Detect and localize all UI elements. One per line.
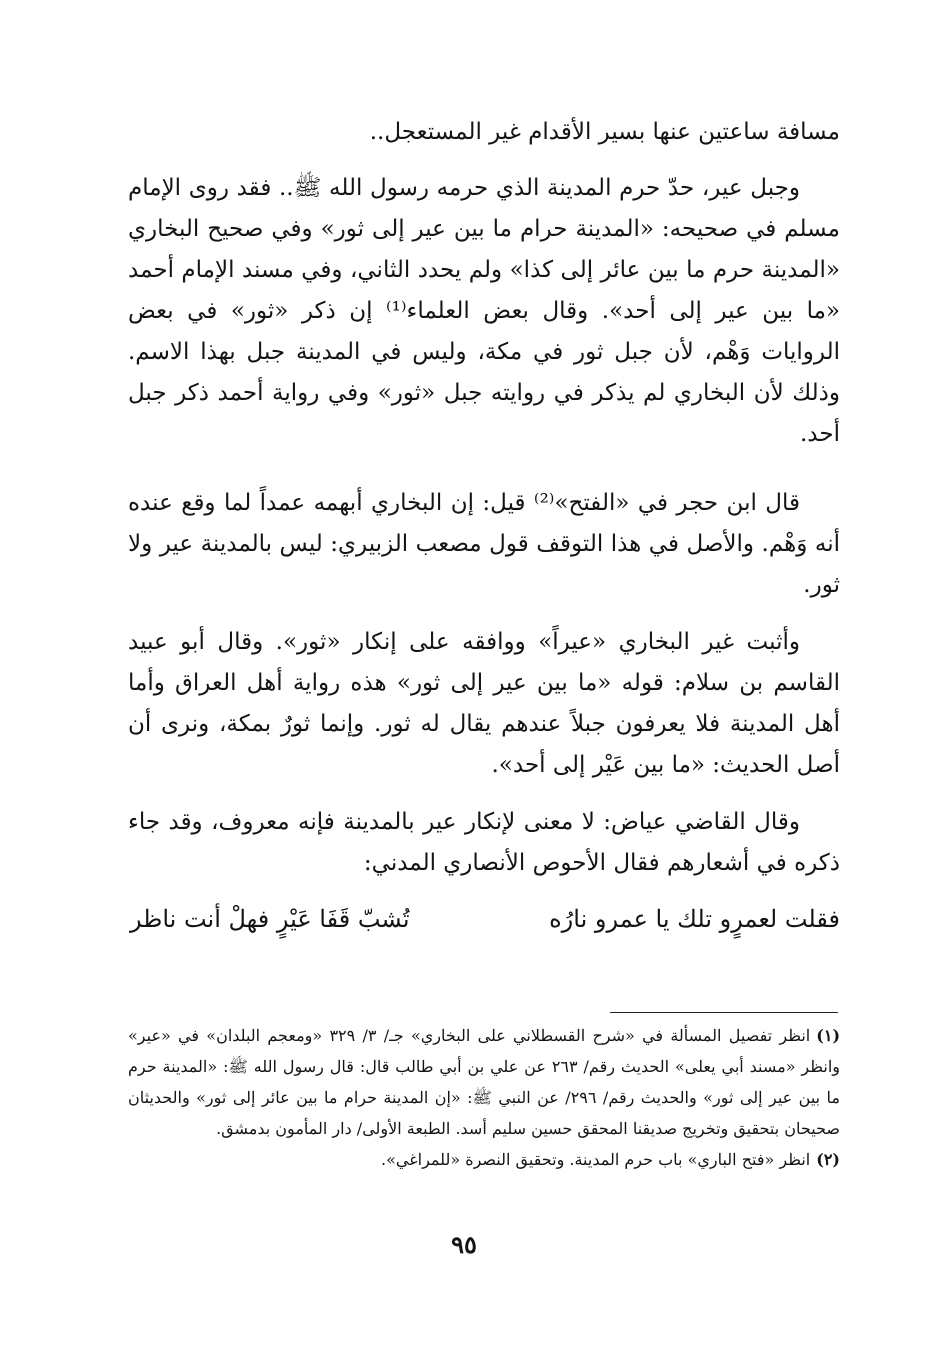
paragraph-continuation: مسافة ساعتين عنها بسير الأقدام غير المستعجل.. <box>369 119 840 145</box>
footnote-number: (٢) <box>816 1150 840 1169</box>
footnotes <box>128 1020 840 1175</box>
footnote-text: انظر «فتح الباري» باب حرم المدينة. وتحقيق النصرة «للمراغي». <box>381 1150 811 1169</box>
footnote-divider <box>610 1012 838 1013</box>
footnote-2 <box>128 1144 840 1175</box>
page-number: ٩٥ <box>451 1230 477 1259</box>
paragraph-mount-ayr: وجبل عير، حدّ حرم المدينة الذي حرمه رسول الله ﷺ.. فقد روى الإمام مسلم في صحيحه: «المدينة حرام ما بين عير إلى ثور» وفي صحيح البخاري «المدينة حرم ما بين عائر إلى كذا» ولم يحدد الثاني، وفي مسند الإمام أحمد «ما بين عير إلى أحد». وقال بعض العلماء⁽¹⁾ إن ذكر «ثور» في بعض الروايات وَهْم، لأن جبل ثور في مكة، وليس في المدينة جبل بهذا الاسم. وذلك لأن البخاري لم يذكر في روايته جبل «ثور» وفي رواية أحمد ذكر جبل أحد. <box>128 175 840 447</box>
verse-second-hemistich: تُشبّ قَفَا عَيْرٍ فهلْ أنت ناظر <box>130 905 410 933</box>
paragraph-ibn-hajar: قال ابن حجر في «الفتح»⁽²⁾ قيل: إن البخاري أبهمه عمداً لما وقع عنده أنه وَهْم. والأصل في هذا التوقف قول مصعب الزبيري: ليس بالمدينة عير ولا ثور. <box>128 490 840 598</box>
paragraph-abu-ubayd: وأثبت غير البخاري «عيراً» ووافقه على إنكار «ثور». وقال أبو عبيد القاسم بن سلام: قوله «ما بين عير إلى ثور» هذه رواية أهل العراق وأما أهل المدينة فلا يعرفون جبلاً عندهم يقال له ثور. وإنما ثورٌ بمكة، ونرى أن أصل الحديث: «ما بين عَيْر إلى أحد». <box>128 629 840 778</box>
footnote-1 <box>128 1020 840 1144</box>
paragraph-qadi-iyad: وقال القاضي عياض: لا معنى لإنكار عير بالمدينة فإنه معروف، وقد جاء ذكره في أشعارهم فقال الأحوص الأنصاري المدني: <box>128 809 840 876</box>
poem-verse <box>130 897 840 941</box>
verse-first-hemistich: فقلت لعمرٍو تلك يا عمرو نارُه <box>549 905 840 933</box>
footnote-text: انظر تفصيل المسألة في «شرح القسطلاني على البخاري» جـ/ ٣/ ٣٢٩ «ومعجم البلدان» في «عير» وانظر «مسند أبي يعلى» الحديث رقم/ ٢٦٣ عن علي بن أبي طالب قال: قال رسول الله ﷺ: «المدينة حرم ما بين عير إلى ثور» والحديث رقم/ ٢٩٦/ عن النبي ﷺ: «إن المدينة حرام ما بين عائر إلى ثور» والحديثان صحيحان بتحقيق وتخريج صديقنا المحقق حسين سليم أسد. الطبعة الأولى/ دار المأمون بدمشق. <box>128 1026 841 1138</box>
footnote-number: (١) <box>816 1026 841 1045</box>
